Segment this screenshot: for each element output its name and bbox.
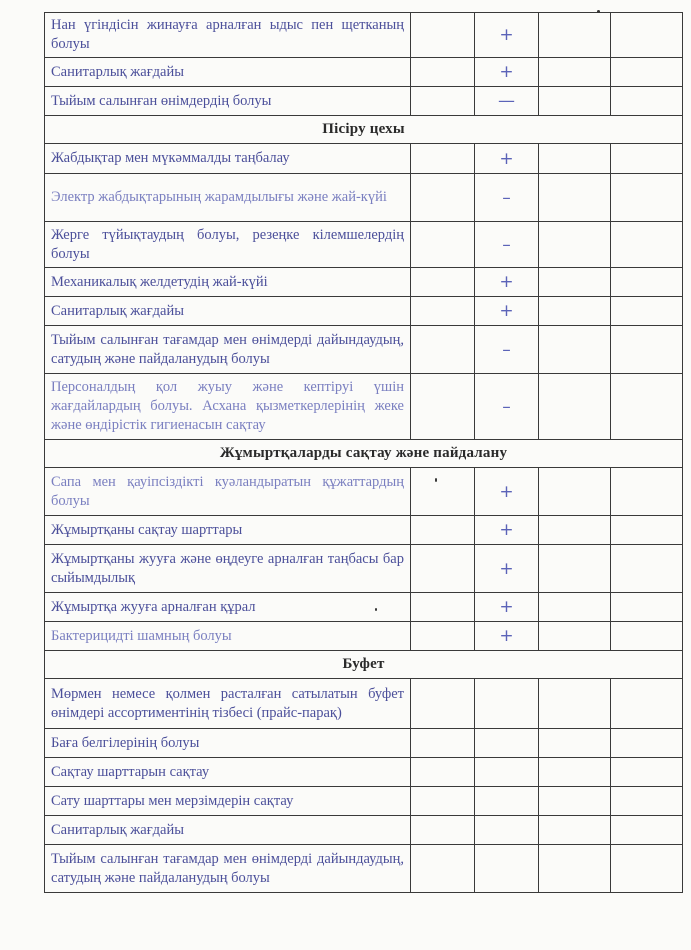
blank-cell [539, 845, 611, 893]
blank-cell [411, 374, 475, 440]
blank-cell [539, 174, 611, 222]
blank-cell [611, 58, 683, 87]
blank-cell [611, 679, 683, 729]
blank-cell [611, 545, 683, 593]
blank-cell [411, 758, 475, 787]
handwritten-mark [475, 729, 539, 758]
checklist-row [45, 326, 683, 374]
section-header-row [45, 116, 683, 144]
section-header-row [45, 651, 683, 679]
checklist-row [45, 297, 683, 326]
scan-speck [435, 478, 437, 482]
handwritten-mark: + [475, 144, 539, 174]
checklist-row [45, 622, 683, 651]
checklist-row [45, 268, 683, 297]
blank-cell [411, 144, 475, 174]
checklist-item-text: Тыйым салынған тағамдар мен өнімдерді дайындаудың, сатудың және пайдаланудың болуы [45, 845, 411, 893]
blank-cell [539, 816, 611, 845]
blank-cell [411, 679, 475, 729]
scan-speck [375, 608, 377, 611]
blank-cell [411, 326, 475, 374]
blank-cell [539, 622, 611, 651]
blank-cell [611, 468, 683, 516]
checklist-row [45, 845, 683, 893]
checklist-item-text: Санитарлық жағдайы [45, 58, 411, 87]
checklist-item-text: Жұмыртқаны сақтау шарттары [45, 516, 411, 545]
blank-cell [611, 516, 683, 545]
checklist-row [45, 816, 683, 845]
blank-cell [539, 374, 611, 440]
handwritten-mark: + [475, 297, 539, 326]
handwritten-mark: – [475, 222, 539, 268]
checklist-item-text: Жұмыртқа жууға арналған құрал [45, 593, 411, 622]
checklist-row [45, 593, 683, 622]
checklist-item-text: Электр жабдықтарының жарамдылығы және жай-күйі [45, 174, 411, 222]
checklist-item-text: Сату шарттары мен мерзімдерін сақтау [45, 787, 411, 816]
blank-cell [411, 222, 475, 268]
blank-cell [411, 268, 475, 297]
checklist-item-text: Сақтау шарттарын сақтау [45, 758, 411, 787]
blank-cell [611, 174, 683, 222]
blank-cell [539, 758, 611, 787]
blank-cell [539, 468, 611, 516]
blank-cell [411, 58, 475, 87]
handwritten-mark: – [475, 174, 539, 222]
checklist-row [45, 222, 683, 268]
blank-cell [539, 222, 611, 268]
blank-cell [611, 144, 683, 174]
checklist-row [45, 144, 683, 174]
section-title: Жұмыртқаларды сақтау және пайдалану [45, 440, 683, 468]
blank-cell [539, 516, 611, 545]
handwritten-mark [475, 787, 539, 816]
blank-cell [611, 326, 683, 374]
blank-cell [611, 729, 683, 758]
blank-cell [411, 816, 475, 845]
checklist-item-text: Тыйым салынған өнімдердің болуы [45, 87, 411, 116]
handwritten-mark: + [475, 516, 539, 545]
blank-cell [539, 58, 611, 87]
checklist-item-text: Жерге түйықтаудың болуы, резеңке кілемшелердің болуы [45, 222, 411, 268]
blank-cell [539, 545, 611, 593]
checklist-item-text: Мөрмен немесе қолмен расталған сатылатын буфет өнімдері ассортиментінің тізбесі (прайс-парақ) [45, 679, 411, 729]
blank-cell [611, 268, 683, 297]
handwritten-mark: + [475, 468, 539, 516]
handwritten-mark: — [475, 87, 539, 116]
inspection-checklist-table [44, 12, 683, 893]
blank-cell [411, 87, 475, 116]
blank-cell [611, 845, 683, 893]
blank-cell [611, 787, 683, 816]
handwritten-mark [475, 758, 539, 787]
checklist-item-text: Сапа мен қауіпсіздікті куәландыратын құжаттардың болуы [45, 468, 411, 516]
checklist-item-text: Нан үгіндісін жинауға арналған ыдыс пен щетканың болуы [45, 13, 411, 58]
checklist-sheet [44, 12, 682, 893]
checklist-row [45, 13, 683, 58]
section-title: Буфет [45, 651, 683, 679]
blank-cell [539, 729, 611, 758]
handwritten-mark: + [475, 268, 539, 297]
checklist-item-text: Санитарлық жағдайы [45, 816, 411, 845]
blank-cell [611, 13, 683, 58]
handwritten-mark: + [475, 622, 539, 651]
blank-cell [411, 297, 475, 326]
blank-cell [411, 174, 475, 222]
blank-cell [611, 374, 683, 440]
handwritten-mark: + [475, 58, 539, 87]
handwritten-mark [475, 816, 539, 845]
section-title: Пісіру цехы [45, 116, 683, 144]
checklist-row [45, 58, 683, 87]
checklist-row [45, 468, 683, 516]
blank-cell [411, 593, 475, 622]
checklist-item-text: Механикалық желдетудің жай-күйі [45, 268, 411, 297]
handwritten-mark [475, 845, 539, 893]
blank-cell [539, 87, 611, 116]
blank-cell [411, 545, 475, 593]
blank-cell [611, 297, 683, 326]
scan-speck [597, 10, 600, 13]
blank-cell [611, 622, 683, 651]
checklist-item-text: Персоналдың қол жуыу және кептіруі үшін жағдайлардың болуы. Асхана қызметкерлерінің жеке және өндірістік гигиенасын сақтау [45, 374, 411, 440]
blank-cell [539, 13, 611, 58]
checklist-row [45, 787, 683, 816]
handwritten-mark: + [475, 13, 539, 58]
handwritten-mark [475, 679, 539, 729]
checklist-item-text: Бактерицидті шамның болуы [45, 622, 411, 651]
blank-cell [611, 593, 683, 622]
blank-cell [411, 468, 475, 516]
blank-cell [411, 13, 475, 58]
checklist-row [45, 87, 683, 116]
checklist-row [45, 679, 683, 729]
blank-cell [611, 87, 683, 116]
checklist-row [45, 545, 683, 593]
checklist-row [45, 729, 683, 758]
blank-cell [539, 679, 611, 729]
checklist-item-text: Санитарлық жағдайы [45, 297, 411, 326]
blank-cell [611, 222, 683, 268]
section-header-row [45, 440, 683, 468]
handwritten-mark: – [475, 374, 539, 440]
checklist-row [45, 174, 683, 222]
blank-cell [411, 516, 475, 545]
handwritten-mark: + [475, 545, 539, 593]
checklist-item-text: Баға белгілерінің болуы [45, 729, 411, 758]
checklist-item-text: Тыйым салынған тағамдар мен өнімдерді дайындаудың, сатудың және пайдаланудың болуы [45, 326, 411, 374]
blank-cell [411, 622, 475, 651]
blank-cell [411, 845, 475, 893]
blank-cell [611, 758, 683, 787]
checklist-row [45, 516, 683, 545]
checklist-item-text: Жабдықтар мен мүкәммалды таңбалау [45, 144, 411, 174]
handwritten-mark: – [475, 326, 539, 374]
blank-cell [411, 729, 475, 758]
checklist-row [45, 758, 683, 787]
blank-cell [411, 787, 475, 816]
checklist-row [45, 374, 683, 440]
blank-cell [539, 787, 611, 816]
blank-cell [539, 326, 611, 374]
blank-cell [539, 593, 611, 622]
blank-cell [539, 144, 611, 174]
blank-cell [539, 268, 611, 297]
blank-cell [539, 297, 611, 326]
blank-cell [611, 816, 683, 845]
checklist-item-text: Жұмыртқаны жууға және өңдеуге арналған таңбасы бар сыйымдылық [45, 545, 411, 593]
handwritten-mark: + [475, 593, 539, 622]
